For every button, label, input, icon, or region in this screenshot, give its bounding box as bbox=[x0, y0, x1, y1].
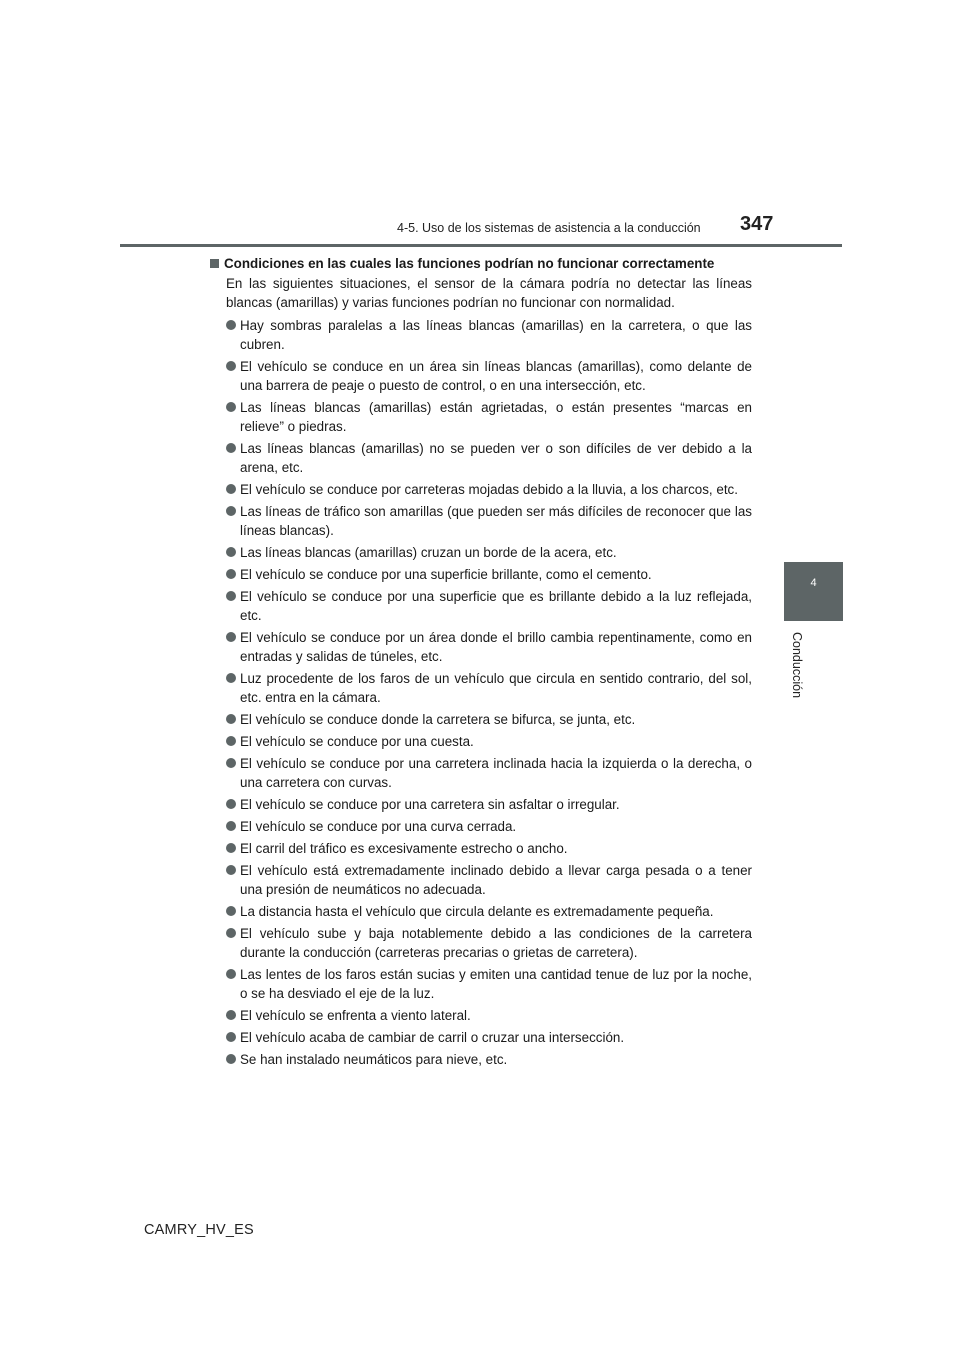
round-bullet-icon bbox=[226, 506, 236, 516]
round-bullet-icon bbox=[226, 1010, 236, 1020]
round-bullet-icon bbox=[226, 714, 236, 724]
list-item bbox=[226, 817, 752, 836]
list-item-text: Las líneas blancas (amarillas) están agrietadas, o están presentes “marcas en relieve” o piedras. bbox=[240, 400, 752, 434]
list-item bbox=[226, 710, 752, 729]
list-item-text: El vehículo sube y baja notablemente debido a las condiciones de la carretera durante la conducción (carreteras precarias o grietas de carretera). bbox=[240, 926, 752, 960]
section-heading bbox=[210, 254, 770, 273]
chapter-tab bbox=[784, 562, 843, 621]
list-item bbox=[226, 565, 752, 584]
round-bullet-icon bbox=[226, 969, 236, 979]
list-item bbox=[226, 924, 752, 962]
list-item-text: El vehículo se conduce por una carretera sin asfaltar o irregular. bbox=[240, 797, 620, 812]
round-bullet-icon bbox=[226, 361, 236, 371]
round-bullet-icon bbox=[226, 443, 236, 453]
round-bullet-icon bbox=[226, 632, 236, 642]
page-number: 347 bbox=[740, 213, 774, 235]
list-item bbox=[226, 965, 752, 1003]
list-item-text: Hay sombras paralelas a las líneas blancas (amarillas) en la carretera, o que las cubren. bbox=[240, 318, 752, 352]
intro-paragraph: En las siguientes situaciones, el sensor de la cámara podría no detectar las líneas blancas (amarillas) y varias funciones podrían no funcionar con normalidad. bbox=[226, 276, 752, 310]
round-bullet-icon bbox=[226, 799, 236, 809]
list-item-text: El vehículo se enfrenta a viento lateral. bbox=[240, 1008, 471, 1023]
square-bullet-icon bbox=[210, 259, 219, 268]
list-item bbox=[226, 1050, 752, 1069]
round-bullet-icon bbox=[226, 569, 236, 579]
header-divider bbox=[120, 244, 842, 247]
list-item-text: El vehículo acaba de cambiar de carril o cruzar una intersección. bbox=[240, 1030, 625, 1045]
list-item-text: El vehículo se conduce en un área sin líneas blancas (amarillas), como delante de una barrera de peaje o puesto de control, o en una intersección, etc. bbox=[240, 359, 752, 393]
list-item-text: La distancia hasta el vehículo que circula delante es extremadamente pequeña. bbox=[240, 904, 714, 919]
list-item bbox=[226, 795, 752, 814]
list-item bbox=[226, 543, 752, 562]
list-item bbox=[226, 398, 752, 436]
list-item bbox=[226, 732, 752, 751]
round-bullet-icon bbox=[226, 758, 236, 768]
list-item-text: El vehículo se conduce por una curva cerrada. bbox=[240, 819, 517, 834]
round-bullet-icon bbox=[226, 402, 236, 412]
round-bullet-icon bbox=[226, 843, 236, 853]
list-item bbox=[226, 587, 752, 625]
list-item-text: El vehículo se conduce por una superficie que es brillante debido a la luz reflejada, etc. bbox=[240, 589, 752, 623]
list-item-text: Las lentes de los faros están sucias y emiten una cantidad tenue de luz por la noche, o se ha desviado el eje de la luz. bbox=[240, 967, 752, 1001]
list-item-text: El vehículo se conduce por una superficie brillante, como el cemento. bbox=[240, 567, 652, 582]
list-item bbox=[226, 669, 752, 707]
list-item-text: El carril del tráfico es excesivamente estrecho o ancho. bbox=[240, 841, 568, 856]
list-item-text: El vehículo se conduce por un área donde el brillo cambia repentinamente, como en entradas y salidas de túneles, etc. bbox=[240, 630, 752, 664]
header-section-title: 4-5. Uso de los sistemas de asistencia a la conducción bbox=[397, 221, 701, 235]
list-item bbox=[226, 316, 752, 354]
list-item-text: El vehículo está extremadamente inclinado debido a llevar carga pesada o a tener una presión de neumáticos no adecuada. bbox=[240, 863, 752, 897]
list-item bbox=[226, 1006, 752, 1025]
list-item bbox=[226, 357, 752, 395]
round-bullet-icon bbox=[226, 736, 236, 746]
list-item bbox=[226, 628, 752, 666]
round-bullet-icon bbox=[226, 320, 236, 330]
list-item bbox=[226, 480, 752, 499]
list-item bbox=[226, 861, 752, 899]
list-item bbox=[226, 1028, 752, 1047]
list-item bbox=[226, 839, 752, 858]
model-code: CAMRY_HV_ES bbox=[144, 1222, 254, 1238]
round-bullet-icon bbox=[226, 591, 236, 601]
list-item-text: El vehículo se conduce por carreteras mojadas debido a la lluvia, a los charcos, etc. bbox=[240, 482, 738, 497]
list-item bbox=[226, 439, 752, 477]
list-item-text: Las líneas de tráfico son amarillas (que pueden ser más difíciles de reconocer que las líneas blancas). bbox=[240, 504, 752, 538]
round-bullet-icon bbox=[226, 1032, 236, 1042]
conditions-list bbox=[226, 316, 752, 1072]
list-item-text: Luz procedente de los faros de un vehículo que circula en sentido contrario, del sol, etc. entra en la cámara. bbox=[240, 671, 752, 705]
round-bullet-icon bbox=[226, 1054, 236, 1064]
list-item-text: El vehículo se conduce donde la carretera se bifurca, se junta, etc. bbox=[240, 712, 636, 727]
list-item-text: Se han instalado neumáticos para nieve, etc. bbox=[240, 1052, 508, 1067]
round-bullet-icon bbox=[226, 865, 236, 875]
chapter-label: Conducción bbox=[790, 632, 804, 699]
list-item-text: El vehículo se conduce por una cuesta. bbox=[240, 734, 474, 749]
list-item bbox=[226, 902, 752, 921]
list-item bbox=[226, 754, 752, 792]
section-heading-text: Condiciones en las cuales las funciones podrían no funcionar correctamente bbox=[224, 256, 715, 271]
round-bullet-icon bbox=[226, 484, 236, 494]
list-item-text: Las líneas blancas (amarillas) cruzan un borde de la acera, etc. bbox=[240, 545, 617, 560]
list-item-text: El vehículo se conduce por una carretera inclinada hacia la izquierda o la derecha, o una carretera con curvas. bbox=[240, 756, 752, 790]
chapter-number: 4 bbox=[810, 577, 817, 589]
list-item-text: Las líneas blancas (amarillas) no se pueden ver o son difíciles de ver debido a la arena, etc. bbox=[240, 441, 752, 475]
round-bullet-icon bbox=[226, 906, 236, 916]
round-bullet-icon bbox=[226, 821, 236, 831]
list-item bbox=[226, 502, 752, 540]
round-bullet-icon bbox=[226, 547, 236, 557]
round-bullet-icon bbox=[226, 673, 236, 683]
round-bullet-icon bbox=[226, 928, 236, 938]
